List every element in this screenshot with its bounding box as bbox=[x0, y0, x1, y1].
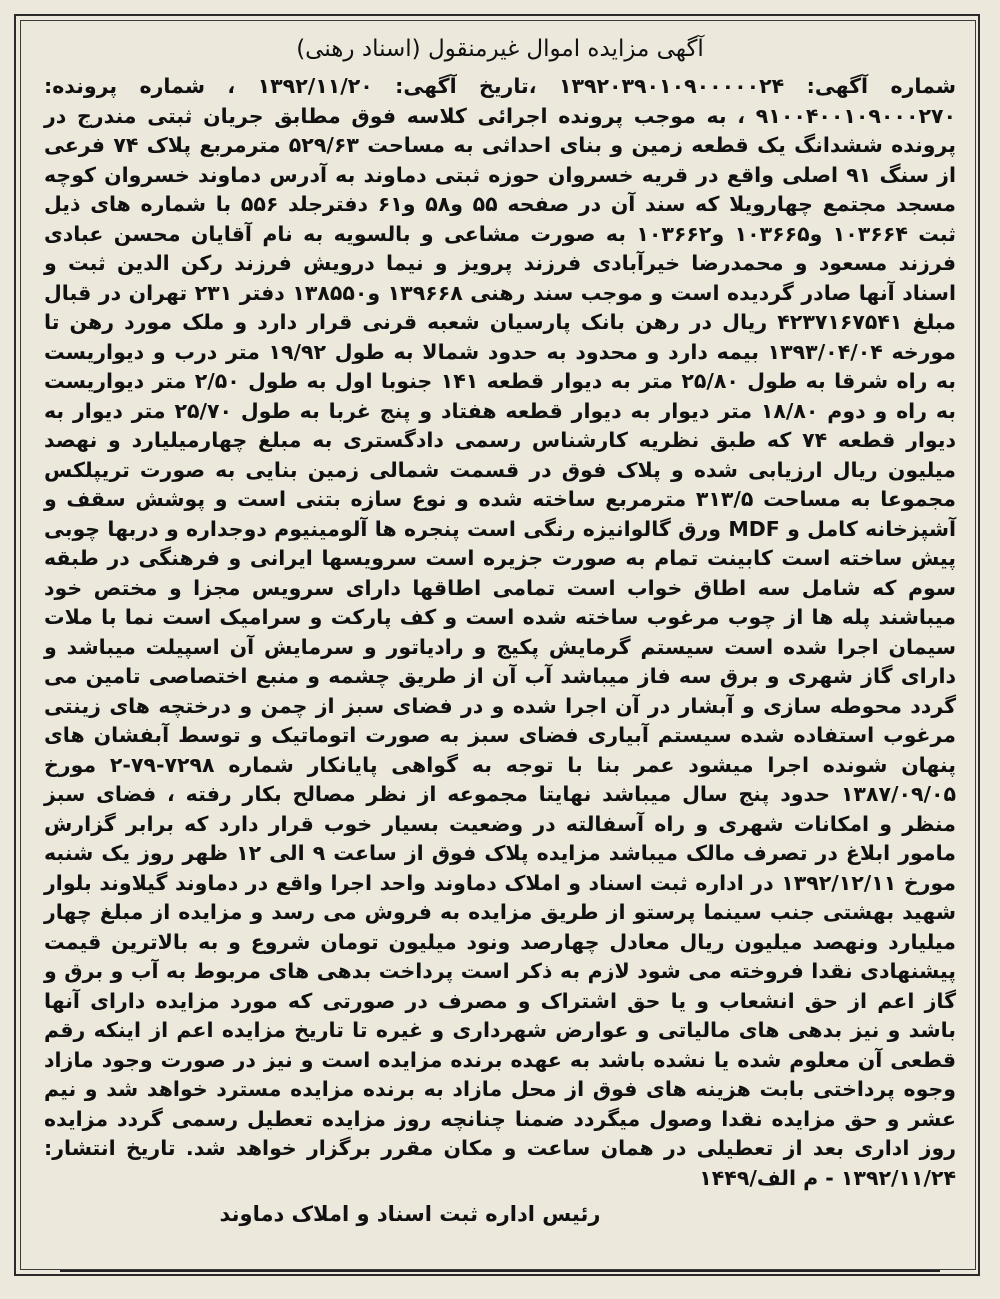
notice-body: شماره آگهی: ۱۳۹۲۰۳۹۰۱۰۹۰۰۰۰۰۲۴ ،تاریخ آگهی: ۱۳۹۲/۱۱/۲۰ ، شماره پرونده: ۹۱۰۰۴۰۰۱۰۹۰۰۰۲۷۰ ، به موجب پرونده اجرائی کلاسه فوق مطابق جریان ثبتی مندرج در پرونده ششدانگ یک قطعه زمین و بنای احداثی به مساحت ۵۲۹/۶۳ مترمربع پلاک ۷۴ فرعی از سنگ ۹۱ اصلی واقع در قریه خسروان حوزه ثبتی دماوند به آدرس دماوند خسروان کوچه مسجد مجتمع چهارویلا که سند آن در صفحه ۵۵ و۵۸ و۶۱ دفترجلد ۵۵۶ با شماره های ذیل ثبت ۱۰۳۶۶۴ و۱۰۳۶۶۵ و۱۰۳۶۶۲ به صورت مشاعی و بالسویه به نام آقایان محسن عبادی فرزند مسعود و محمدرضا خیرآبادی فرزند پرویز و نیما درویش فرزند رکن الدین ثبت و اسناد آنها صادر گردیده است و موجب سند رهنی ۱۳۹۶۶۸ و۱۳۸۵۵۰ دفتر ۲۳۱ تهران در قبال مبلغ ۴۲۳۷۱۶۷۵۴۱ ریال در رهن بانک پارسیان شعبه قرنی قرار دارد و ملک مورد رهن تا مورخه ۱۳۹۳/۰۴/۰۴ بیمه دارد و محدود به حدود شمالا به طول ۱۹/۹۲ متر درب و دیواریست به راه شرقا به طول ۲۵/۸۰ متر به دیوار قطعه ۱۴۱ جنوبا اول به طول ۲/۵۰ متر دیواریست به راه و دوم ۱۸/۸۰ متر دیوار به دیوار قطعه هفتاد و پنج غربا به طول ۲۵/۷۰ متر دیوار به دیوار قطعه ۷۴ که طبق نظریه کارشناس رسمی دادگستری به مبلغ چهارمیلیارد و نهصد میلیون ریال ارزیابی شده و پلاک فوق در قسمت شمالی زمین بنایی به صورت تریپلکس مجموعا به مساحت ۳۱۳/۵ مترمربع ساخته شده و نوع سازه بتنی است و پوشش سقف و آشپزخانه کامل و MDF ورق گالوانیزه رنگی است پنجره ها آلومینیوم دوجداره و دربها چوبی پیش ساخته است کابینت تمام به صورت جزیره است سرویسها ایرانی و فرهنگی در طبقه سوم که شامل سه اطاق خواب است تمامی اطاقها دارای سرویس مجزا و مختص خود میباشند پله ها از چوب مرغوب ساخته شده است و کف پارکت و سرامیک است نما با ملات سیمان اجرا شده است سیستم گرمایش پکیج و رادیاتور و سرمایش آن اسپیلت میباشد و دارای گاز شهری و برق سه فاز میباشد آب آن از طریق چشمه و منبع اختصاصی تامین می گردد محوطه سازی و آبشار در آن اجرا شده و در فضای سبز از چمن و درختچه های زینتی مرغوب استفاده شده سیستم آبیاری فضای سبز به صورت اتوماتیک و توسط آبفشان های پنهان شونده اجرا میشود عمر بنا با توجه به گواهی پایانکار شماره ۷۲۹۸-۷۹-۲ مورخ ۱۳۸۷/۰۹/۰۵ حدود پنج سال میباشد نهایتا مجموعه از نظر مصالح بکار رفته ، فضای سبز منظر و امکانات شهری و راه آسفالته در وضعیت بسیار خوب قرار دارد که برابر گزارش مامور ابلاغ در تصرف مالک میباشد مزایده پلاک فوق از ساعت ۹ الی ۱۲ ظهر روز یک شنبه مورخ ۱۳۹۲/۱۲/۱۱ در اداره ثبت اسناد و املاک دماوند واحد اجرا واقع در دماوند گیلاوند بلوار شهید بهشتی جنب سینما پرستو از طریق مزایده به فروش می رسد و مزایده از مبلغ چهار میلیارد ونهصد میلیون ریال معادل چهارصد ونود میلیون تومان شروع و به بالاترین قیمت پیشنهادی نقدا فروخته می شود لازم به ذکر است پرداخت بدهی های مربوط به آب و برق و گاز اعم از حق انشعاب و یا حق اشتراک و مصرف در صورتی که مورد مزایده دارای آنها باشد و نیز بدهی های مالیاتی و عوارض شهرداری و غیره تا تاریخ مزایده اعم از اینکه رقم قطعی آن معلوم شده یا نشده باشد به عهده برنده مزایده است و نیز در صورت وجود مازاد وجوه پرداختی بابت هزینه های فوق از محل مازاد به برنده مزایده مسترد خواهد شد و نیم عشر و حق مزایده نقدا وصول میگردد ضمنا چنانچه روز مزایده تعطیل رسمی گردد مزایده روز اداری بعد از تعطیلی در همان ساعت و مکان مقرر برگزار خواهد شد. تاریخ انتشار: ۱۳۹۲/۱۱/۲۴ - م الف/۱۴۴۹ bbox=[44, 74, 957, 1190]
notice bbox=[44, 34, 956, 1229]
bottom-divider bbox=[60, 1270, 940, 1272]
notice-title: آگهی مزایده اموال غیرمنقول (اسناد رهنی) bbox=[296, 36, 704, 62]
notice-signature: رئیس اداره ثبت اسناد و املاک دماوند bbox=[219, 1202, 601, 1226]
